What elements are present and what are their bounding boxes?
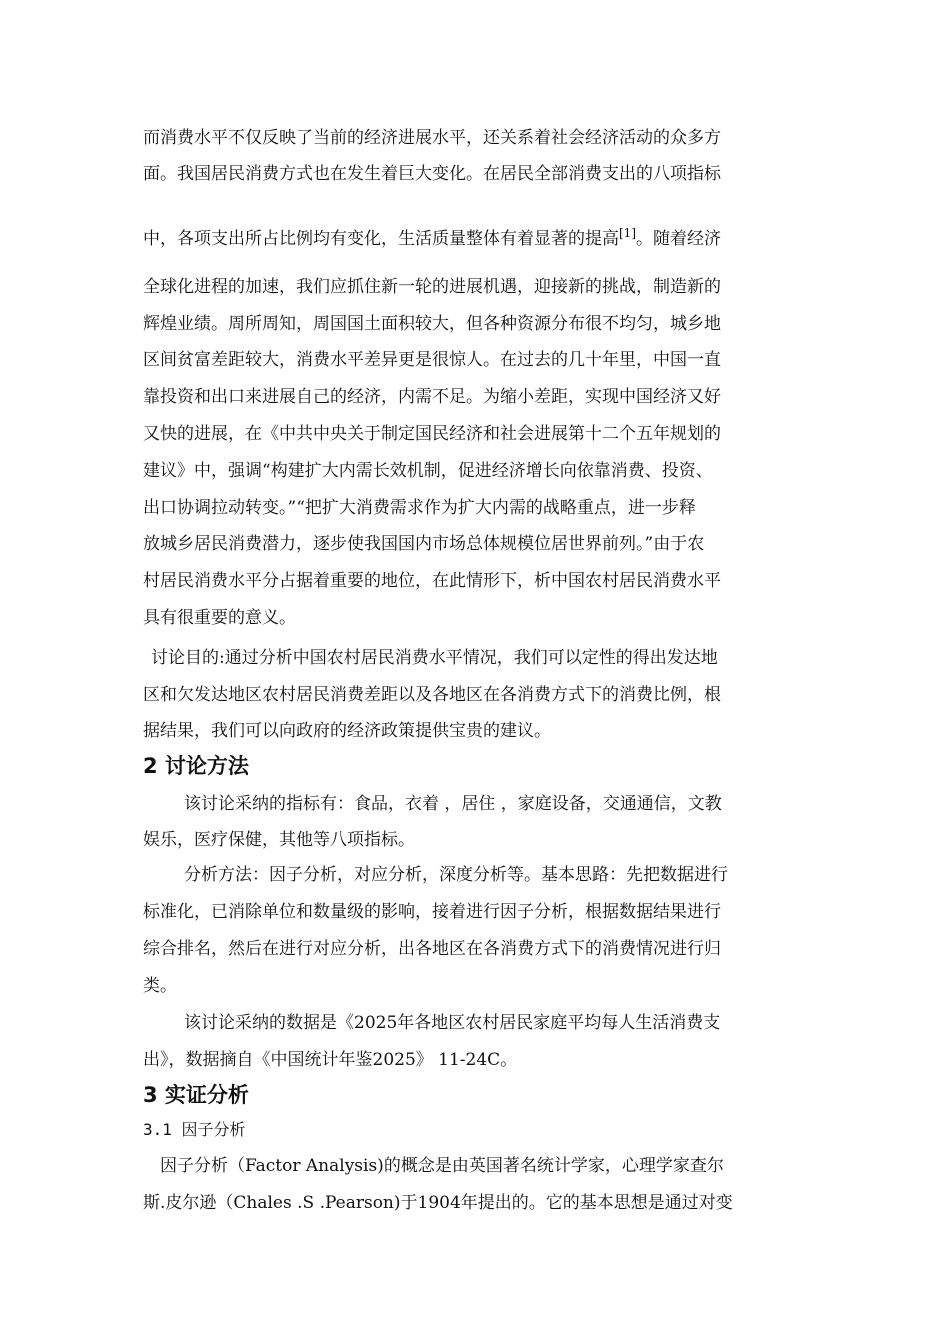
indicators-line-1: 该讨论采纳的指标有：食品，衣着 ，居住 ，家庭设备，交通通信，文教: [184, 794, 722, 814]
data-source-line-2: 出》，数据摘自《中国统计年鉴2025》 11-24C。: [143, 1050, 518, 1070]
citation-1: [1]: [619, 226, 636, 240]
intro-line-3-text-a: 中，各项支出所占比例均有变化，生活质量整体有着显著的提高: [143, 229, 619, 249]
intro-line-13: 具有很重要的意义。: [143, 608, 296, 628]
purpose-line-2: 区和欠发达地区农村居民消费差距以及各地区在各消费方式下的消费比例，根: [143, 685, 721, 705]
intro-line-11: 放城乡居民消费潜力，逐步使我国国内市场总体规模位居世界前列。”由于农: [143, 534, 705, 554]
factor-analysis-line-2: 斯.皮尔逊（Chales .S .Pearson)于1904年提出的。它的基本思想是通过对变: [143, 1193, 733, 1213]
intro-line-9: 建议》中，强调“构建扩大内需长效机制，促进经济增长向依靠消费、投资、: [143, 461, 713, 481]
intro-line-2: 面。我国居民消费方式也在发生着巨大变化。在居民全部消费支出的八项指标: [143, 164, 721, 184]
data-source-line-1: 该讨论采纳的数据是《2025年各地区农村居民家庭平均每人生活消费支: [184, 1013, 721, 1033]
indicators-line-2: 娱乐，医疗保健，其他等八项指标。: [143, 830, 415, 850]
method-line-2: 标准化，已消除单位和数量级的影响，接着进行因子分析，根据数据结果进行: [143, 902, 721, 922]
intro-line-10: 出口协调拉动转变。”“把扩大消费需求作为扩大内需的战略重点，进一步释: [143, 498, 696, 518]
intro-line-1: 而消费水平不仅反映了当前的经济进展水平，还关系着社会经济活动的众多方: [143, 128, 721, 148]
purpose-line-1: 讨论目的:通过分析中国农村居民消费水平情况，我们可以定性的得出发达地: [151, 648, 718, 668]
method-line-4: 类。: [143, 976, 177, 996]
factor-analysis-line-1: 因子分析（Factor Analysis)的概念是由英国著名统计学家，心理学家查尔: [160, 1156, 724, 1176]
intro-line-4: 全球化进程的加速，我们应抓住新一轮的进展机遇，迎接新的挑战，制造新的: [143, 277, 721, 297]
intro-line-5: 辉煌业绩。周所周知，周国国土面积较大，但各种资源分布很不均匀，城乡地: [143, 314, 721, 334]
intro-line-12: 村居民消费水平分占据着重要的地位，在此情形下，析中国农村居民消费水平: [143, 571, 721, 591]
intro-line-6: 区间贫富差距较大，消费水平差异更是很惊人。在过去的几十年里，中国一直: [143, 350, 721, 370]
intro-line-3: [143, 228, 721, 250]
subsection-3-1-heading: 3.1 因子分析: [143, 1120, 246, 1139]
method-line-3: 综合排名，然后在进行对应分析，出各地区在各消费方式下的消费情况进行归: [143, 939, 721, 959]
intro-line-7: 靠投资和出口来进展自己的经济，内需不足。为缩小差距，实现中国经济又好: [143, 387, 721, 407]
section-2-heading: 2 讨论方法: [143, 754, 249, 778]
section-3-heading: 3 实证分析: [143, 1083, 249, 1107]
intro-line-8: 又快的进展，在《中共中央关于制定国民经济和社会进展第十二个五年规划的: [143, 424, 721, 444]
method-line-1: 分析方法：因子分析，对应分析，深度分析等。基本思路：先把数据进行: [184, 865, 728, 885]
intro-line-3-text-b: 。随着经济: [636, 229, 721, 249]
purpose-line-3: 据结果，我们可以向政府的经济政策提供宝贵的建议。: [143, 721, 551, 741]
